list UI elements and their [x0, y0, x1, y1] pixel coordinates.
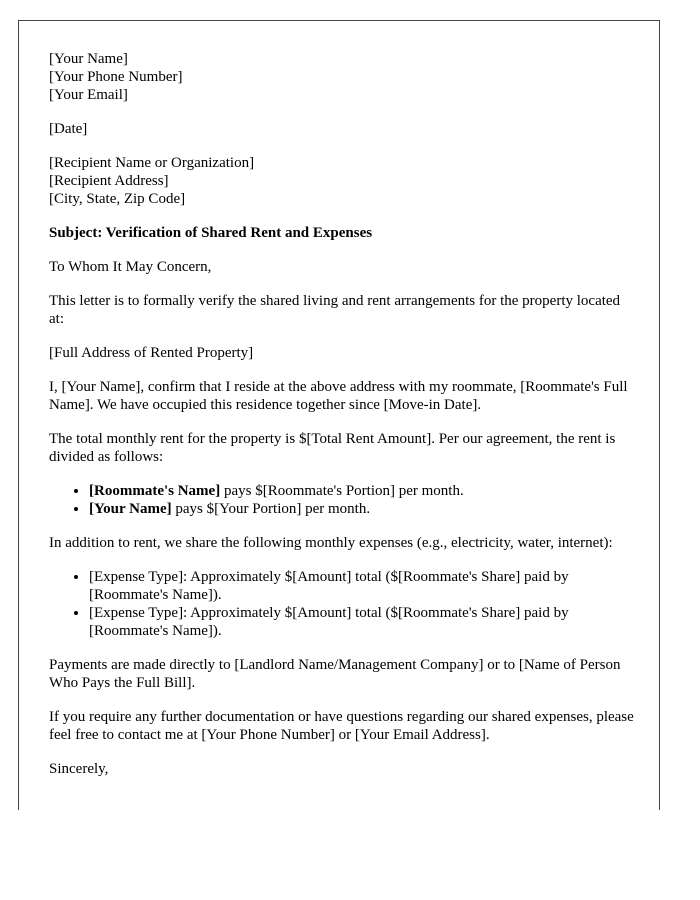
rent-split-list [49, 482, 634, 518]
payments-paragraph: Payments are made directly to [Landlord Name/Management Company] or to [Name of Person Who Pays the Full Bill]. [49, 657, 621, 691]
date-line: [Date] [49, 121, 88, 137]
closing-paragraph: If you require any further documentation or have questions regarding our shared expenses, please feel free to contact me at [Your Phone Number] or [Your Email Address]. [49, 709, 634, 743]
expenses-intro-paragraph: In addition to rent, we share the following monthly expenses (e.g., electricity, water, internet): [49, 535, 613, 551]
payment-text: pays $[Roommate's Portion] per month. [220, 483, 464, 499]
payment-text: pays $[Your Portion] per month. [171, 501, 371, 517]
rent-intro-paragraph: The total monthly rent for the property is $[Total Rent Amount]. Per our agreement, the rent is divided as follows: [49, 431, 616, 465]
recipient-city-state-zip: [City, State, Zip Code] [49, 191, 186, 207]
recipient-name: [Recipient Name or Organization] [49, 155, 255, 171]
sender-phone: [Your Phone Number] [49, 69, 183, 85]
recipient-address: [Recipient Address] [49, 173, 169, 189]
sender-email: [Your Email] [49, 87, 128, 103]
sender-name: [Your Name] [49, 51, 128, 67]
list-item: • [Expense Type]: Approximately $[Amount] total ($[Roommate's Share] paid by [Roommate's Name]). [89, 568, 634, 604]
property-address: [Full Address of Rented Property] [49, 345, 254, 361]
payer-name: [Your Name] [89, 501, 172, 517]
letter-page [18, 20, 660, 810]
payer-name: [Roommate's Name] [89, 483, 221, 499]
intro-paragraph: This letter is to formally verify the shared living and rent arrangements for the property located at: [49, 293, 621, 327]
expenses-list [49, 568, 634, 640]
salutation: To Whom It May Concern, [49, 259, 212, 275]
list-item [89, 482, 634, 500]
subject-line: Subject: Verification of Shared Rent and Expenses [49, 225, 373, 241]
sign-off: Sincerely, [49, 761, 109, 777]
sender-block [49, 50, 634, 104]
recipient-block [49, 154, 634, 208]
list-item [89, 500, 634, 518]
letter-content [49, 50, 634, 794]
list-item: • [Expense Type]: Approximately $[Amount] total ($[Roommate's Share] paid by [Roommate's Name]). [89, 604, 634, 640]
confirmation-paragraph: I, [Your Name], confirm that I reside at the above address with my roommate, [Roommate's Full Name]. We have occupied this residence together since [Move-in Date]. [49, 379, 628, 413]
